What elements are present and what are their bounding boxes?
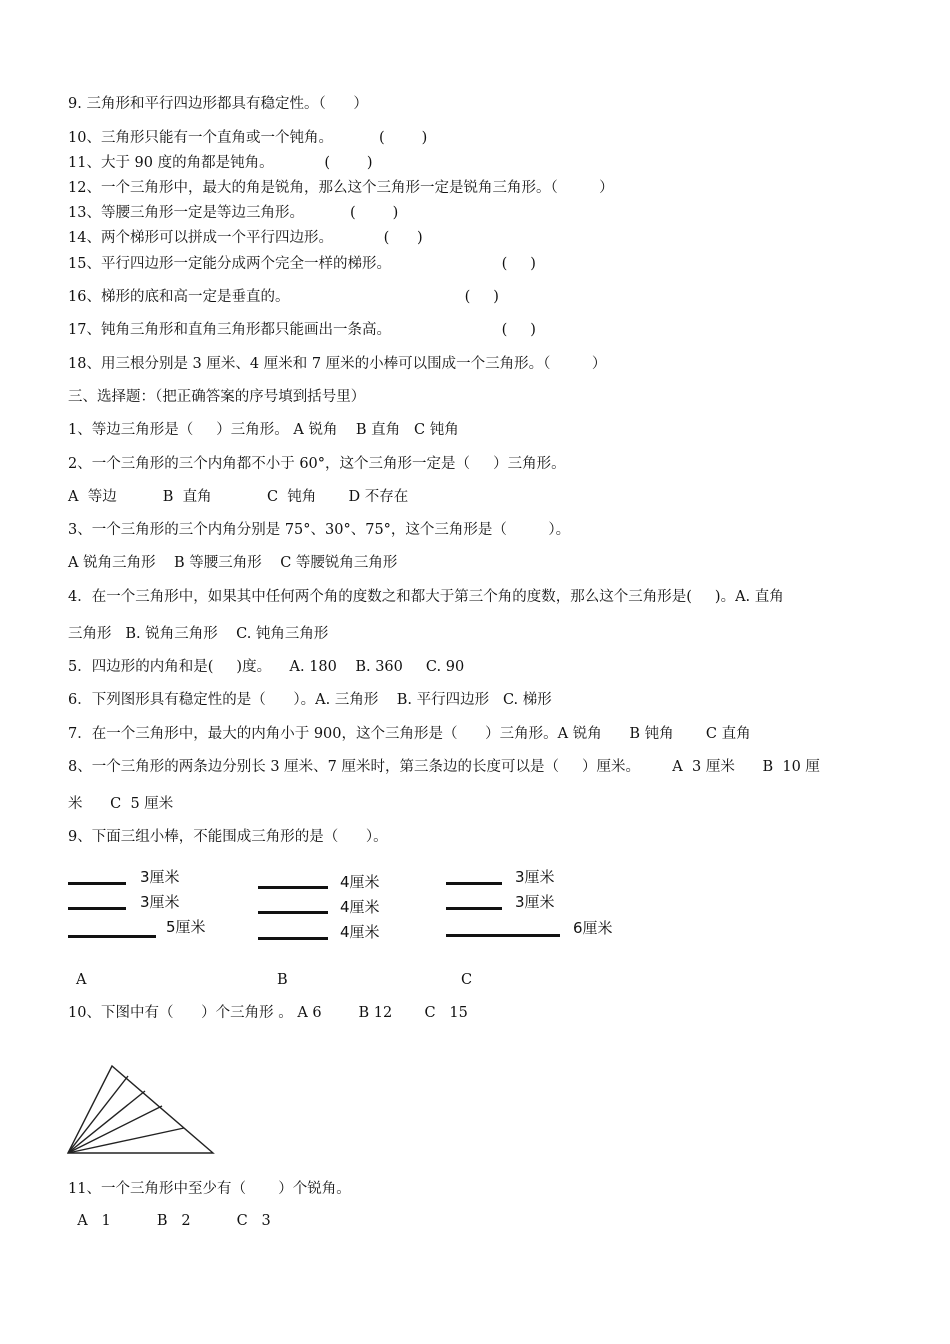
triangle-outline <box>68 1066 213 1153</box>
stick-a3-label: 5厘米 <box>166 918 206 936</box>
judge-item-14: 14、两个梯形可以拼成一个平行四边形。 ( ) <box>68 230 423 246</box>
stick-a1-label: 3厘米 <box>140 868 180 886</box>
stick-a2-label: 3厘米 <box>140 893 180 911</box>
choice-q2: 2、一个三角形的三个内角都不小于 60°，这个三角形一定是（ ）三角形。 <box>68 456 566 472</box>
choice-q6: 6．下列图形具有稳定性的是（ ）。A. 三角形 B. 平行四边形 C. 梯形 <box>68 692 552 708</box>
judge-item-18: 18、用三根分别是 3 厘米、4 厘米和 7 厘米的小棒可以围成一个三角形。（ ） <box>68 356 607 372</box>
section-heading: 三、选择题：（把正确答案的序号填到括号里） <box>68 389 366 405</box>
stick-b1-label: 4厘米 <box>340 873 380 891</box>
option-label-c: C <box>461 972 473 988</box>
judge-item-9: 9. 三角形和平行四边形都具有稳定性。（ ） <box>68 96 368 112</box>
choice-q5: 5．四边形的内角和是( )度。 A. 180 B. 360 C. 90 <box>68 659 465 675</box>
choice-q4-cont: 三角形 B. 锐角三角形 C. 钝角三角形 <box>68 626 329 642</box>
option-label-b: B <box>277 972 288 988</box>
stick-b2 <box>258 911 328 914</box>
choice-q9: 9、下面三组小棒，不能围成三角形的是（ ）。 <box>68 829 388 845</box>
choice-q8: 8、一个三角形的两条边分别长 3 厘米、7 厘米时，第三条边的长度可以是（ ）厘米。 A 3 厘米 B 10 厘 <box>68 759 820 775</box>
stick-b2-label: 4厘米 <box>340 898 380 916</box>
stick-a2 <box>68 907 126 910</box>
choice-q3-options: A 锐角三角形 B 等腰三角形 C 等腰锐角三角形 <box>68 555 398 571</box>
stick-c2 <box>446 907 502 910</box>
stick-b3-label: 4厘米 <box>340 923 380 941</box>
judge-item-16: 16、梯形的底和高一定是垂直的。 ( ) <box>68 289 499 305</box>
choice-q10: 10、下图中有（ ）个三角形 。 A 6 B 12 C 15 <box>68 1005 468 1021</box>
choice-q11-options: A 1 B 2 C 3 <box>68 1213 271 1229</box>
stick-a3 <box>68 935 156 938</box>
triangle-ray-2 <box>68 1091 145 1153</box>
judge-item-11: 11、大于 90 度的角都是钝角。 ( ) <box>68 155 373 171</box>
triangle-figure <box>60 1058 220 1158</box>
stick-a1 <box>68 882 126 885</box>
choice-q4: 4．在一个三角形中，如果其中任何两个角的度数之和都大于第三个角的度数，那么这个三角形是( )。A. 直角 <box>68 589 784 605</box>
judge-item-15: 15、平行四边形一定能分成两个完全一样的梯形。 ( ) <box>68 256 536 272</box>
choice-q8-cont: 米 C 5 厘米 <box>68 796 174 812</box>
stick-c3-label: 6厘米 <box>573 919 613 937</box>
judge-item-17: 17、钝角三角形和直角三角形都只能画出一条高。 ( ) <box>68 322 536 338</box>
stick-b1 <box>258 886 328 889</box>
stick-c1 <box>446 882 502 885</box>
choice-q3: 3、一个三角形的三个内角分别是 75°、30°、75°，这个三角形是（ ）。 <box>68 522 571 538</box>
choice-q7: 7．在一个三角形中，最大的内角小于 900，这个三角形是（ ）三角形。A 锐角 B 钝角 C 直角 <box>68 726 751 742</box>
stick-c2-label: 3厘米 <box>515 893 555 911</box>
judge-item-13: 13、等腰三角形一定是等边三角形。 ( ) <box>68 205 399 221</box>
judge-item-10: 10、三角形只能有一个直角或一个钝角。 ( ) <box>68 130 428 146</box>
choice-q2-options: A 等边 B 直角 C 钝角 D 不存在 <box>68 489 409 505</box>
triangle-ray-3 <box>68 1106 162 1153</box>
stick-b3 <box>258 937 328 940</box>
judge-item-12: 12、一个三角形中，最大的角是锐角，那么这个三角形一定是锐角三角形。（ ） <box>68 180 614 196</box>
choice-q1: 1、等边三角形是（ ）三角形。 A 锐角 B 直角 C 钝角 <box>68 422 459 438</box>
option-label-a: A <box>76 972 87 988</box>
stick-c3 <box>446 934 560 937</box>
stick-c1-label: 3厘米 <box>515 868 555 886</box>
choice-q11: 11、一个三角形中至少有（ ）个锐角。 <box>68 1181 351 1197</box>
